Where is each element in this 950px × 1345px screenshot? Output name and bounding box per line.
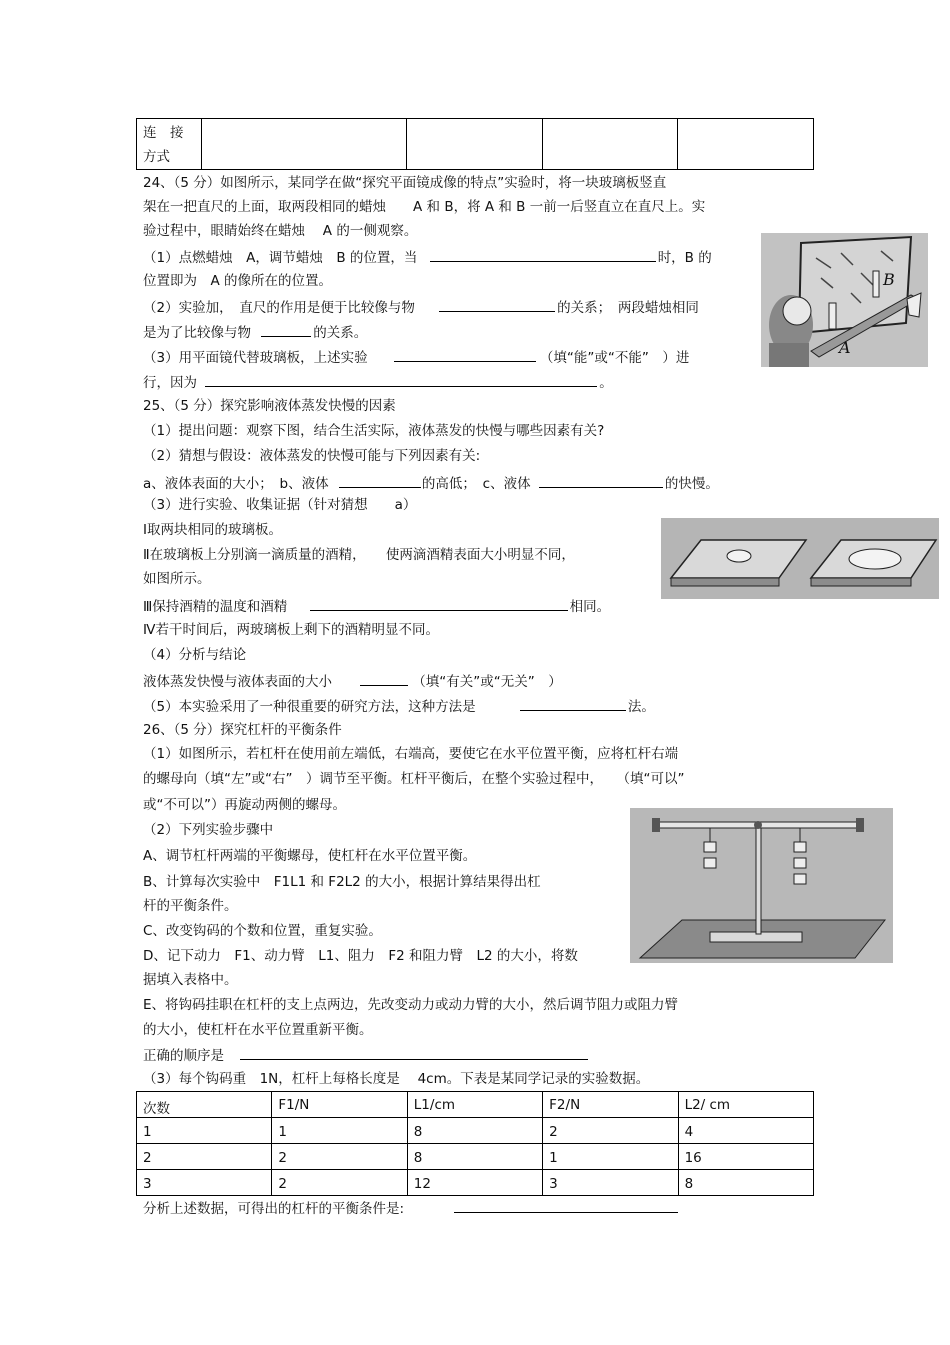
table-cell: 8 bbox=[407, 1144, 542, 1170]
table-cell: 3 bbox=[543, 1170, 678, 1196]
q25-i4: Ⅳ若干时间后，两玻璃板上剩下的酒精明显不同。 bbox=[143, 622, 439, 638]
q24-line-1: 24、（5 分）如图所示，某同学在做“探究平面镜成像的特点”实验时，将一块玻璃板竖直 bbox=[143, 175, 667, 191]
q25-s5b: 法。 bbox=[627, 699, 655, 715]
q25-i3b: 相同。 bbox=[569, 599, 611, 615]
q25-i3a: Ⅲ保持酒精的温度和酒精 bbox=[143, 599, 288, 615]
table-cell: 4 bbox=[678, 1118, 813, 1144]
q26-conclusion-blank[interactable] bbox=[454, 1198, 678, 1213]
empty-cell bbox=[407, 119, 543, 170]
q26-conclusion-label: 分析上述数据，可得出的杠杆的平衡条件是: bbox=[143, 1201, 405, 1217]
q24-p3d: 。 bbox=[599, 375, 613, 391]
q25-conclusion-line bbox=[143, 671, 562, 691]
table-cell: 2 bbox=[272, 1144, 407, 1170]
q25-c1b: （填“有关”或“无关” ） bbox=[412, 674, 562, 690]
lever-figure-drawing bbox=[630, 808, 893, 963]
connection-label-cell bbox=[137, 119, 202, 170]
table-header-row bbox=[137, 1092, 814, 1118]
q26-step-a: A、调节杠杆两端的平衡螺母，使杠杆在水平位置平衡。 bbox=[143, 848, 477, 864]
evaporation-figure-drawing bbox=[661, 518, 939, 599]
q25-a2: 的高低； c、液体 bbox=[421, 476, 531, 492]
q25-a1: a、液体表面的大小； b、液体 bbox=[143, 476, 329, 492]
q25-title: 25、（5 分）探究影响液体蒸发快慢的因素 bbox=[143, 398, 396, 414]
q25-s1: （1）提出问题：观察下图，结合生活实际，液体蒸发的快慢与哪些因素有关? bbox=[143, 423, 605, 439]
q24-part1-text bbox=[143, 247, 712, 267]
connection-label-2: 方式 bbox=[143, 149, 170, 165]
q25-blank-2[interactable] bbox=[539, 473, 663, 488]
q26-order-blank[interactable] bbox=[240, 1045, 588, 1060]
q25-s3: （3）进行实验、收集证据（针对猜想 a） bbox=[143, 497, 417, 513]
table-cell: 1 bbox=[137, 1118, 272, 1144]
q24-p1c: 位置即为 A 的像所在的位置。 bbox=[143, 273, 333, 289]
q25-factors-line bbox=[143, 473, 719, 493]
table-cell: 16 bbox=[678, 1144, 813, 1170]
table-header-cell: F2/N bbox=[543, 1092, 678, 1118]
mirror-experiment-figure bbox=[761, 233, 928, 367]
q24-p1a: （1）点燃蜡烛 A，调节蜡烛 B 的位置，当 bbox=[143, 250, 418, 266]
q24-p2d: 的关系。 bbox=[313, 325, 368, 341]
table-cell: 2 bbox=[137, 1144, 272, 1170]
evaporation-figure bbox=[661, 518, 939, 599]
table-cell: 8 bbox=[678, 1170, 813, 1196]
lever-data-table bbox=[136, 1091, 814, 1196]
q24-blank-2[interactable] bbox=[439, 297, 555, 312]
q26-step-d1: D、记下动力 F1、动力臂 L1、阻力 F2 和阻力臂 L2 的大小，将数 bbox=[143, 948, 578, 964]
connection-label-1: 连 接 bbox=[143, 125, 184, 141]
q26-order-line bbox=[143, 1045, 588, 1065]
q24-blank-3[interactable] bbox=[261, 322, 311, 337]
empty-cell bbox=[542, 119, 678, 170]
connection-table bbox=[136, 118, 814, 170]
figure-label-a: A bbox=[839, 338, 851, 357]
q24-p1b: 时，B 的 bbox=[657, 250, 712, 266]
q24-p3a: （3）用平面镜代替玻璃板，上述实验 bbox=[143, 350, 368, 366]
table-header-cell: L2/ cm bbox=[678, 1092, 813, 1118]
q25-s4: （4）分析与结论 bbox=[143, 647, 247, 663]
q25-i2b: 如图所示。 bbox=[143, 571, 211, 587]
q26-step-b1: B、计算每次实验中 F1L1 和 F2L2 的大小，根据计算结果得出杠 bbox=[143, 874, 541, 890]
q26-s1b: 的螺母向（填“左”或“右” ）调节至平衡。杠杆平衡后，在整个实验过程中， （填“可以” bbox=[143, 771, 685, 787]
q25-s5a: （5）本实验采用了一种很重要的研究方法，这种方法是 bbox=[143, 699, 476, 715]
q24-p3c: 行，因为 bbox=[143, 375, 197, 391]
q25-a3: 的快慢。 bbox=[664, 476, 719, 492]
q26-step-b2: 杆的平衡条件。 bbox=[143, 898, 238, 914]
q25-blank-4[interactable] bbox=[360, 671, 408, 686]
q24-p2c: 是为了比较像与物 bbox=[143, 325, 251, 341]
q25-i3-line bbox=[143, 596, 610, 616]
table-cell: 12 bbox=[407, 1170, 542, 1196]
q26-step-d2: 据填入表格中。 bbox=[143, 972, 238, 988]
table-header-cell: F1/N bbox=[272, 1092, 407, 1118]
q25-blank-3[interactable] bbox=[310, 596, 568, 611]
q24-part2-text bbox=[143, 297, 699, 317]
q24-blank-4[interactable] bbox=[394, 347, 536, 362]
q25-c1a: 液体蒸发快慢与液体表面的大小 bbox=[143, 674, 332, 690]
table-row bbox=[137, 1144, 814, 1170]
table-header-cell: L1/cm bbox=[407, 1092, 542, 1118]
q25-i1: Ⅰ取两块相同的玻璃板。 bbox=[143, 522, 282, 538]
q26-conclusion-line bbox=[143, 1198, 678, 1218]
q24-part3c bbox=[143, 372, 613, 392]
table-cell: 2 bbox=[272, 1170, 407, 1196]
q24-line-2: 架在一把直尺的上面，取两段相同的蜡烛 A 和 B，将 A 和 B 一前一后竖直立在直尺上。实 bbox=[143, 199, 706, 215]
table-cell: 2 bbox=[543, 1118, 678, 1144]
q24-p3b: （填“能”或“不能” ）进 bbox=[539, 350, 690, 366]
table-cell: 1 bbox=[272, 1118, 407, 1144]
q24-blank-1[interactable] bbox=[430, 247, 656, 262]
q26-step-e2: 的大小，使杠杆在水平位置重新平衡。 bbox=[143, 1022, 373, 1038]
q26-s1a: （1）如图所示，若杠杆在使用前左端低，右端高，要使它在水平位置平衡，应将杠杆右端 bbox=[143, 746, 679, 762]
empty-cell bbox=[678, 119, 814, 170]
empty-cell bbox=[202, 119, 407, 170]
q26-s3: （3）每个钩码重 1N，杠杆上每格长度是 4cm。下表是某同学记录的实验数据。 bbox=[143, 1071, 650, 1087]
q26-title: 26、（5 分）探究杠杆的平衡条件 bbox=[143, 722, 342, 738]
q24-p2b: 的关系； 两段蜡烛相同 bbox=[557, 300, 699, 316]
q24-part3-text bbox=[143, 347, 689, 367]
table-cell: 3 bbox=[137, 1170, 272, 1196]
q24-blank-5[interactable] bbox=[205, 372, 597, 387]
lever-figure bbox=[630, 808, 893, 963]
table-cell: 1 bbox=[543, 1144, 678, 1170]
q26-s1c: 或“不可以”）再旋动两侧的螺母。 bbox=[143, 797, 346, 813]
table-header-cell: 次数 bbox=[137, 1092, 272, 1118]
q26-step-e1: E、将钩码挂职在杠杆的支上点两边，先改变动力或动力臂的大小，然后调节阻力或阻力臂 bbox=[143, 997, 679, 1013]
q24-part2c bbox=[143, 322, 367, 342]
figure-label-b: B bbox=[883, 270, 895, 289]
q25-blank-1[interactable] bbox=[339, 473, 421, 488]
q26-step-c: C、改变钩码的个数和位置，重复实验。 bbox=[143, 923, 382, 939]
table-row bbox=[137, 1118, 814, 1144]
table-row bbox=[137, 1170, 814, 1196]
q26-order-label: 正确的顺序是 bbox=[143, 1048, 224, 1064]
q25-blank-5[interactable] bbox=[520, 696, 626, 711]
q24-p2a: （2）实验加， 直尺的作用是便于比较像与物 bbox=[143, 300, 415, 316]
table-cell: 8 bbox=[407, 1118, 542, 1144]
q26-s2: （2）下列实验步骤中 bbox=[143, 822, 274, 838]
q25-s2: （2）猜想与假设：液体蒸发的快慢可能与下列因素有关: bbox=[143, 448, 481, 464]
mirror-figure-drawing bbox=[761, 233, 928, 367]
q25-s5-line bbox=[143, 696, 655, 716]
q25-i2: Ⅱ在玻璃板上分别滴一滴质量的酒精， 使两滴酒精表面大小明显不同， bbox=[143, 547, 575, 563]
q24-line-3: 验过程中，眼睛始终在蜡烛 A 的一侧观察。 bbox=[143, 223, 418, 239]
